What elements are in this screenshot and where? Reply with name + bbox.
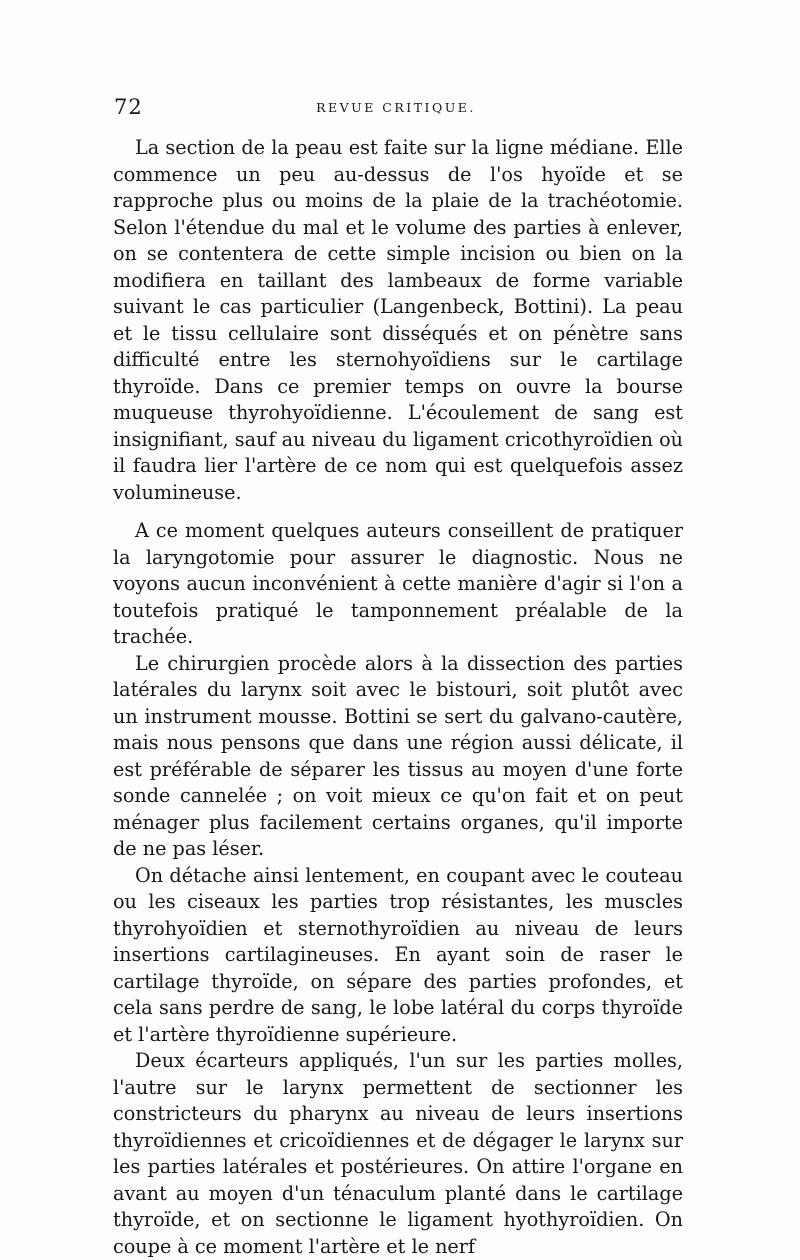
running-title: REVUE CRITIQUE.	[316, 100, 476, 115]
page-number: 72	[114, 95, 143, 119]
paragraph: On détache ainsi lentement, en coupant avec le couteau ou les ciseaux les parties trop résistantes, les muscles thyrohyoïdien et sternothyroïdien au niveau de leurs insertions cartilagineuses. En ayant soin de raser le cartilage thyroïde, on sépare des parties profondes, et cela sans perdre de sang, le lobe latéral du corps thyroïde et l'artère thyroïdienne supérieure.	[113, 863, 683, 1046]
paragraph: Le chirurgien procède alors à la dissection des parties latérales du larynx soit avec le bistouri, soit plutôt avec un instrument mousse. Bottini se sert du galvano-cautère, mais nous pensons que dans une région aussi délicate, il est préférable de séparer les tissus au moyen d'une forte sonde cannelée ; on voit mieux ce qu'on fait et on peut ménager plus facilement certains organes, qu'il importe de ne pas léser.	[113, 651, 683, 860]
page-header	[110, 94, 682, 124]
paragraph: A ce moment quelques auteurs conseillent de pratiquer la laryngotomie pour assurer le diagnostic. Nous ne voyons aucun inconvénient à cette manière d'agir si l'on a toutefois pratiqué le tamponnement préalable de la trachée.	[113, 519, 683, 648]
paragraph: La section de la peau est faite sur la ligne médiane. Elle commence un peu au-dessus de l'os hyoïde et se rapproche plus ou moins de la plaie de la trachéotomie. Selon l'étendue du mal et le volume des parties à enlever, on se contentera de cette simple incision ou bien on la modifiera en taillant des lambeaux de forme variable suivant le cas particulier (Langenbeck, Bottini). La peau et le tissu cellulaire sont disséqués et on pénètre sans difficulté entre les sternohyoïdiens sur le cartilage thyroïde. Dans ce premier temps on ouvre la bourse muqueuse thyrohyoïdienne. L'écoulement de sang est insignifiant, sauf au niveau du ligament cricothyroïdien où il faudra lier l'artère de ce nom qui est quelquefois assez volumineuse.	[113, 136, 683, 504]
body-text	[113, 135, 683, 1260]
paragraph: Deux écarteurs appliqués, l'un sur les parties molles, l'autre sur le larynx permettent de sectionner les constricteurs du pharynx au niveau de leurs insertions thyroïdiennes et cricoïdiennes et de dégager le larynx sur les parties latérales et postérieures. On attire l'organe en avant au moyen d'un ténaculum planté dans le cartilage thyroïde, et on sectionne le ligament hyothyroïdien. On coupe à ce moment l'artère et le nerf	[113, 1049, 683, 1258]
